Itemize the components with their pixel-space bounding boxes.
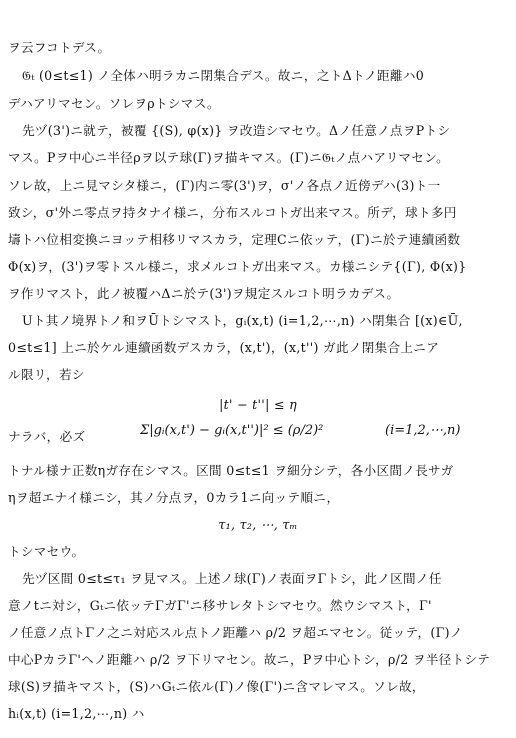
text-line: ヲ作リマスト，此ノ被覆ハΔニ於テ(3')ヲ規定スルコト明ラカデス。 [8,286,400,301]
text-line: 球(S)ヲ描キマスト，(S)ハGₜニ依ル(Γ)ノ像(Γ')ニ含マレマス。ソレ故， [8,679,425,694]
formula-index-range: (i=1,2,⋯,n) [385,423,461,438]
formula-inequality: Σ|gᵢ(x,t') − gᵢ(x,t'')|² ≤ (ρ/2)² [140,423,324,438]
text-line: 先ヅ(3')ニ就テ，被覆 {(S), φ(x)} ヲ改造シマセウ。Δノ任意ノ点ヲPトシ [22,123,451,138]
text-line: ノ任意ノ点トΓノ之ニ対応スル点トノ距離ハ ρ/2 ヲ超エマセン。従ッテ，(Γ)ノ [8,625,463,640]
text-line: マス。Pヲ中心ニ半径ρヲ以テ球(Γ)ヲ描キマス。(Γ)ニ𝔊ₜノ点ハアリマセン。 [8,150,449,165]
formula-sequence: τ₁, τ₂, ⋯, τₘ [218,517,298,532]
text-line: 0≤t≤1] 上ニ於ケル連續函数デスカラ，(x,t')，(x,t'') ガ此ノ閉集合上ニア [8,340,440,355]
text-line: ナラバ，必ズ [8,429,86,444]
text-line: デハアリマセン。ソレヲρトシマス。 [8,96,220,111]
text-line: 致シ，σ'外ニ零点ヲ持タナイ様ニ，分布スルコトガ出来マス。所デ，球ト多円 [8,205,457,220]
text-line: 先ヅ区間 0≤t≤τ₁ ヲ見マス。上述ノ球(Γ)ノ表面ヲΓトシ，此ノ区間ノ任 [22,571,442,586]
text-line: U̅ト其ノ境界トノ和ヲŪトシマスト，gᵢ(x,t) (i=1,2,⋯,n) ハ閉集合 [(x)∈Ū, [22,313,463,328]
text-line: Φ(x)ヲ，(3')ヲ零トスル様ニ，求メルコトガ出来マス。カ様ニシテ{(Γ), Φ(x)} [8,259,467,274]
text-line: 壔トハ位相変換ニヨッテ相移リマスカラ，定理Cニ依ッテ，(Γ)ニ於テ連續函数 [8,232,461,247]
formula-row [0,423,516,445]
text-line: hᵢ(x,t) (i=1,2,⋯,n) ハ [8,706,145,721]
text-line: トナル様ナ正数ηガ存在シマス。区間 0≤t≤1 ヲ細分シテ，各小区間ノ長サガ [8,463,454,478]
text-line: ソレ故，上ニ見マシタ様ニ，(Γ)内ニ零(3')ヲ，σ'ノ各点ノ近傍デハ(3)ト一 [8,178,441,193]
text-line: 意ノtニ対シ，Gₜニ依ッテΓガΓ'ニ移サレタトシマセウ。然ウシマスト，Γ' [8,598,432,613]
text-line: ηヲ超エナイ様ニシ，其ノ分点ヲ，0カラ1ニ向ッテ順ニ， [8,490,340,505]
text-line: 𝔊ₜ (0≤t≤1) ノ全体ハ明ラカニ閉集合デス。故ニ，之トΔトノ距離ハ0 [22,68,425,83]
text-line: トシマセウ。 [8,544,85,559]
text-line: ル限リ，若シ [8,367,85,382]
formula-condition: |t' − t''| ≤ η [219,397,297,412]
text-line: 中心PカラΓ'ヘノ距離ハ ρ/2 ヲ下リマセン。故ニ，Pヲ中心トシ，ρ/2 ヲ半径トシテ [8,652,491,667]
text-line: ヲ云フコトデス。 [8,40,111,55]
